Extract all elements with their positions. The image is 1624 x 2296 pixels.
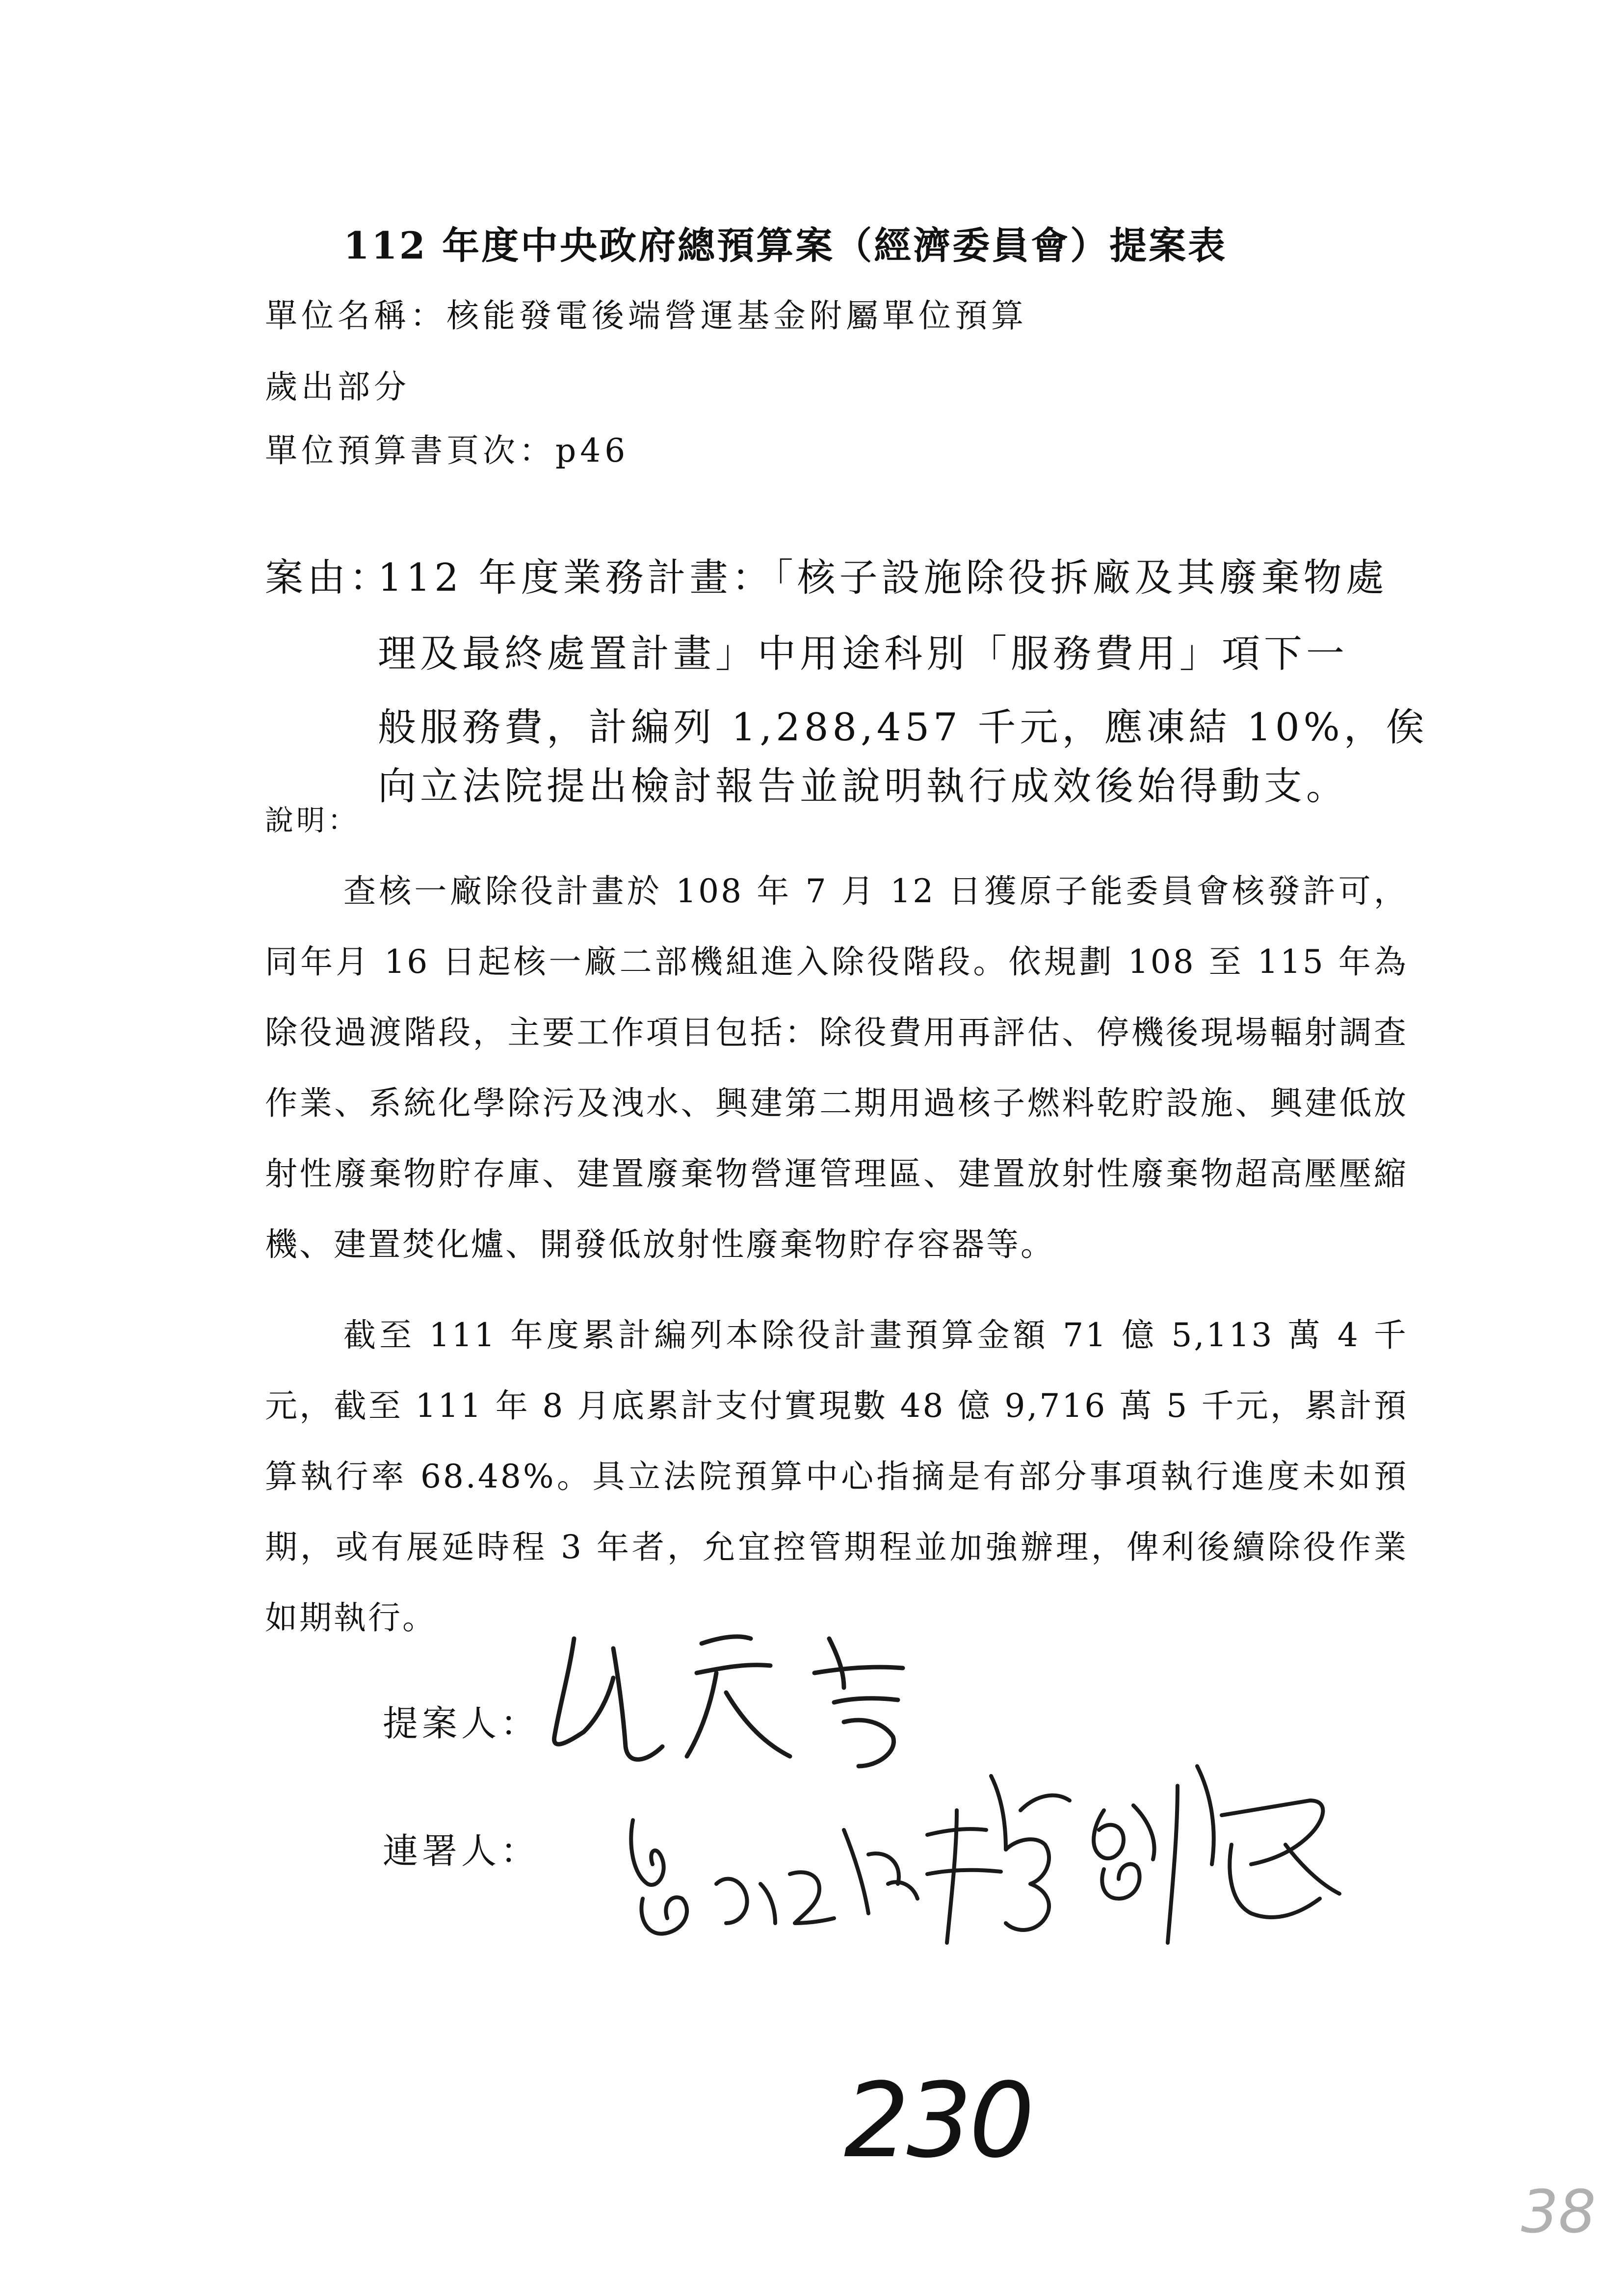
explanation-paragraph: 查核一廠除役計畫於 108 年 7 月 12 日獲原子能委員會核發許可，同年月 16 日起核一廠二部機組進入除役階段。依規劃 108 至 115 年為除役過渡階段，主要工作項目包括：除役費用再評估、停機後現場輻射調查作業、系統化學除污及洩水、興建第二期用過核子燃料乾貯設施、興建低放射性廢棄物貯存庫、建置廢棄物營運管理區、建置放射性廢棄物超高壓壓縮機、建置焚化爐、開發低放射性廢棄物貯存容器等。: [265, 872, 1408, 1263]
reason-line: 般服務費，計編列 1,288,457 千元，應凍結 10%，俟: [378, 705, 1428, 750]
section-label: 歲出部分: [265, 368, 410, 406]
proposer-label: 提案人：: [383, 1703, 540, 1744]
explanation-label: 說明：: [265, 804, 360, 837]
page-reference: 單位預算書頁次：p46: [265, 432, 629, 470]
cosigner-label: 連署人：: [383, 1830, 540, 1872]
reason-line: 理及最終處置計畫」中用途科別「服務費用」項下一: [378, 632, 1349, 676]
reason-line: 112 年度業務計畫：「核子設施除役拆廠及其廢棄物處: [378, 556, 1388, 600]
unit-name: 單位名稱：核能發電後端營運基金附屬單位預算: [265, 297, 1027, 335]
corner-page-number: 38: [1521, 2178, 1596, 2246]
handwritten-page-number: 230: [844, 2061, 1032, 2181]
page-title: 112 年度中央政府總預算案（經濟委員會）提案表: [343, 224, 1228, 267]
reason-label: 案由：: [265, 556, 392, 600]
explanation-paragraph: 截至 111 年度累計編列本除役計畫預算金額 71 億 5,113 萬 4 千元，截至 111 年 8 月底累計支付實現數 48 億 9,716 萬 5 千元，累計預算執行率 68.48%。具立法院預算中心指摘是有部分事項執行進度未如預期，或有展延時程 3 年者，允宜控管期程並加強辦理，俾利後續除役作業如期執行。: [265, 1316, 1408, 1637]
reason-line: 向立法院提出檢討報告並說明執行成效後始得動支。: [378, 764, 1349, 809]
cosigner-signatures: [613, 1737, 1447, 1962]
